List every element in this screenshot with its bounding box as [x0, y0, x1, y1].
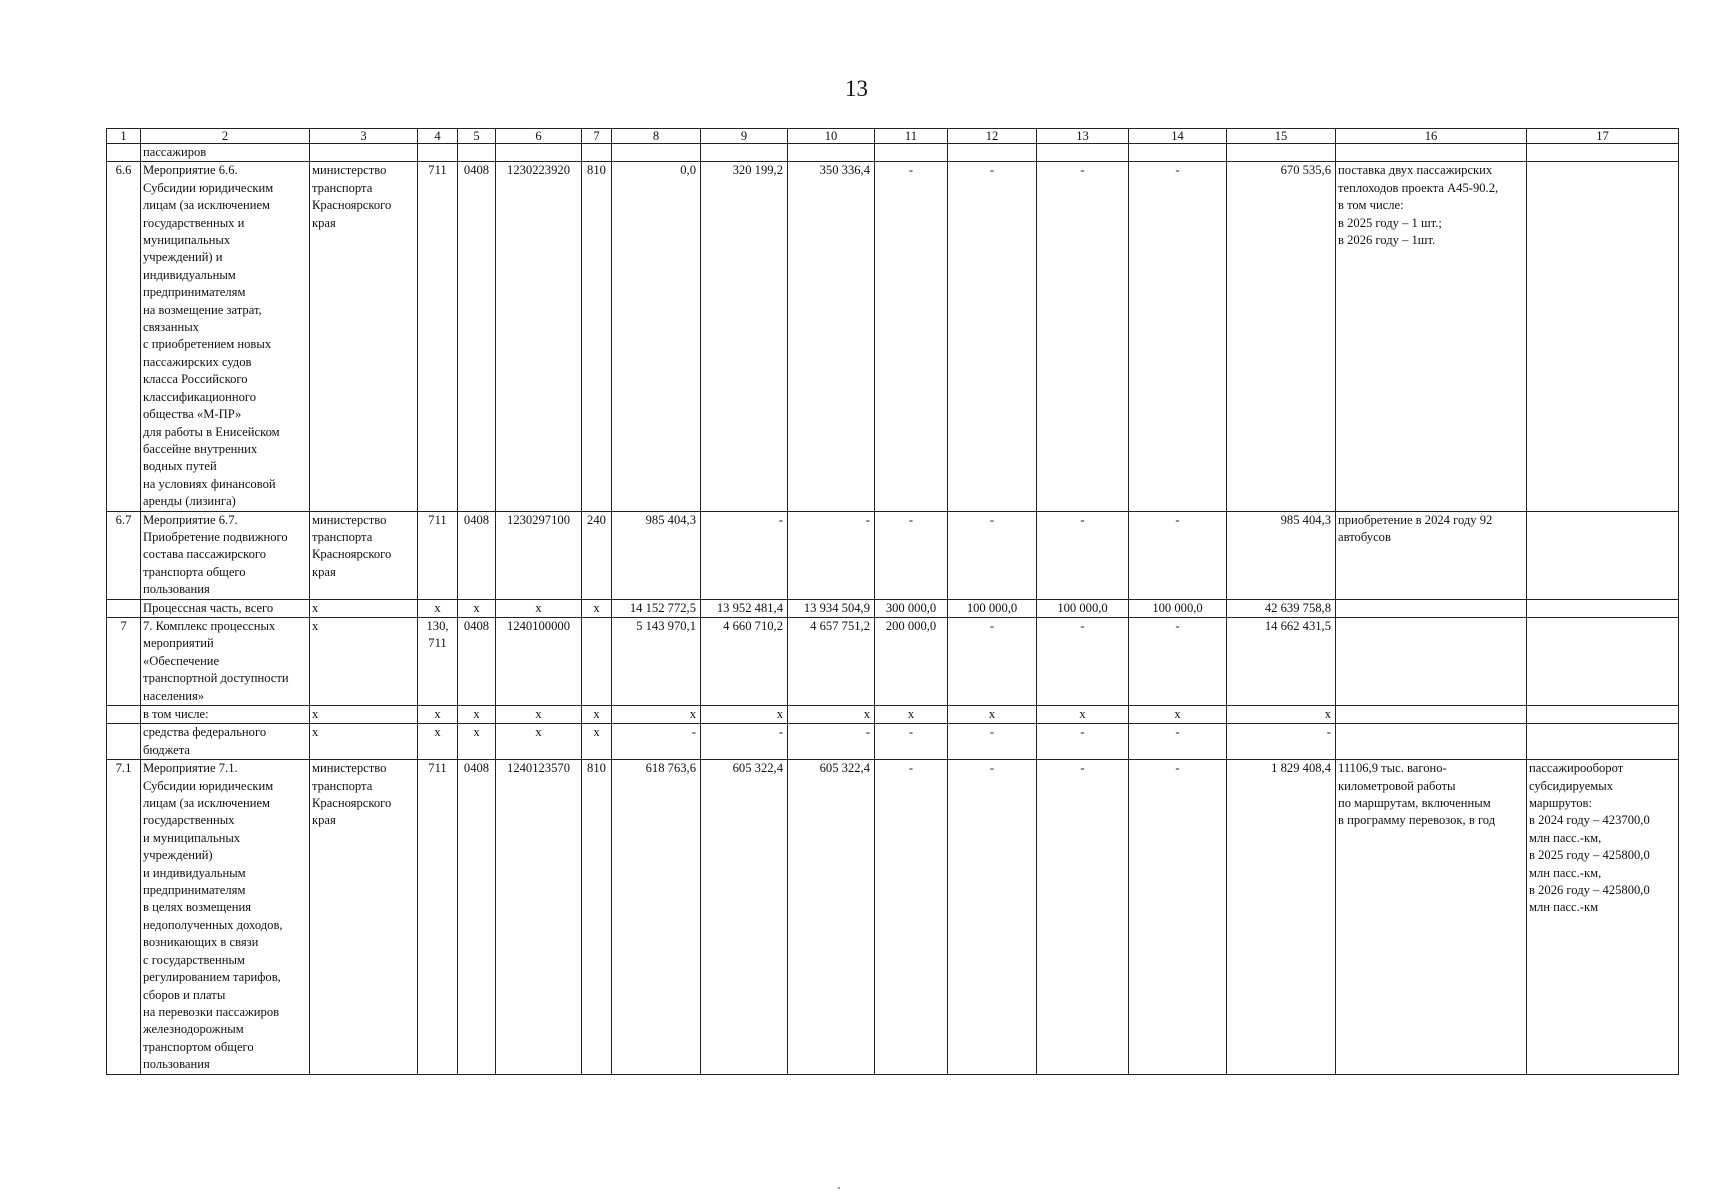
table-cell-col-16 — [1336, 724, 1527, 760]
table-cell-col-17 — [1527, 162, 1679, 511]
table-cell-col-8: 0,0 — [612, 162, 701, 511]
table-cell-col-5: х — [458, 599, 496, 617]
table-cell-col-11: х — [875, 706, 948, 724]
table-cell-col-5: х — [458, 724, 496, 760]
table-cell-col-9: 320 199,2 — [701, 162, 788, 511]
table-cell-col-6: 1230223920 — [496, 162, 582, 511]
table-cell-col-13: - — [1037, 760, 1129, 1074]
table-cell-col-17: пассажирооборот субсидируемых маршрутов: в 2024 году – 423700,0 млн пасс.-км, в 2025 году – 425800,0 млн пасс.-км, в 2026 году – 425800,0 млн пасс.-км — [1527, 760, 1679, 1074]
scan-speck — [838, 1187, 840, 1189]
table-cell-col-8: 985 404,3 — [612, 511, 701, 599]
table-cell-col-14: х — [1129, 706, 1227, 724]
table-cell-col-14 — [1129, 144, 1227, 162]
table-cell-col-6: х — [496, 599, 582, 617]
table-cell-col-13: - — [1037, 724, 1129, 760]
table-cell-col-5: 0408 — [458, 617, 496, 705]
header-cell-13: 13 — [1037, 129, 1129, 144]
table-cell-col-2: Мероприятие 6.6. Субсидии юридическим лицам (за исключением государственных и муниципальных учреждений) и индивидуальным предпринимателям на возмещение затрат, связанных с приобретением новых пассажирских судов класса Российского классификационного общества «М-ПР» для работы в Енисейском бассейне внутренних водных путей на условиях финансовой аренды (лизинга) — [141, 162, 310, 511]
header-cell-4: 4 — [418, 129, 458, 144]
table-cell-col-13: 100 000,0 — [1037, 599, 1129, 617]
table-cell-col-10: х — [788, 706, 875, 724]
table-cell-col-6 — [496, 144, 582, 162]
table-cell-col-5: 0408 — [458, 760, 496, 1074]
table-header — [107, 129, 1679, 144]
table-cell-col-6: х — [496, 724, 582, 760]
table-cell-col-4: 711 — [418, 511, 458, 599]
header-cell-9: 9 — [701, 129, 788, 144]
table-row — [107, 599, 1679, 617]
table-cell-col-5: 0408 — [458, 511, 496, 599]
table-cell-col-14: - — [1129, 511, 1227, 599]
table-cell-col-8: 14 152 772,5 — [612, 599, 701, 617]
table-cell-col-10: - — [788, 511, 875, 599]
table-cell-col-2: пассажиров — [141, 144, 310, 162]
table-cell-col-7 — [582, 144, 612, 162]
table-cell-col-5: х — [458, 706, 496, 724]
table-cell-col-10: - — [788, 724, 875, 760]
table-cell-col-4: 130, 711 — [418, 617, 458, 705]
table-row — [107, 724, 1679, 760]
header-cell-7: 7 — [582, 129, 612, 144]
table-cell-col-15: 985 404,3 — [1227, 511, 1336, 599]
table-cell-col-1: 7.1 — [107, 760, 141, 1074]
table-cell-col-9: х — [701, 706, 788, 724]
table-cell-col-2: 7. Комплекс процессных мероприятий «Обеспечение транспортной доступности населения» — [141, 617, 310, 705]
table-cell-col-15: - — [1227, 724, 1336, 760]
table-cell-col-4 — [418, 144, 458, 162]
table-cell-col-4: х — [418, 599, 458, 617]
table-cell-col-12: - — [948, 511, 1037, 599]
table-cell-col-12: - — [948, 724, 1037, 760]
table-cell-col-17 — [1527, 724, 1679, 760]
table-cell-col-4: х — [418, 706, 458, 724]
table-cell-col-16 — [1336, 706, 1527, 724]
table-cell-col-17 — [1527, 511, 1679, 599]
header-cell-14: 14 — [1129, 129, 1227, 144]
table-cell-col-8: - — [612, 724, 701, 760]
table-cell-col-3: министерство транспорта Красноярского края — [310, 511, 418, 599]
header-cell-5: 5 — [458, 129, 496, 144]
table-row — [107, 617, 1679, 705]
table-cell-col-7 — [582, 617, 612, 705]
table-cell-col-7: х — [582, 599, 612, 617]
table-cell-col-6: х — [496, 706, 582, 724]
table-cell-col-5 — [458, 144, 496, 162]
table-cell-col-15: 42 639 758,8 — [1227, 599, 1336, 617]
header-cell-11: 11 — [875, 129, 948, 144]
table-cell-col-1: 6.6 — [107, 162, 141, 511]
table-cell-col-8: 5 143 970,1 — [612, 617, 701, 705]
table-cell-col-13: - — [1037, 511, 1129, 599]
table-cell-col-2: Процессная часть, всего — [141, 599, 310, 617]
table-cell-col-14: 100 000,0 — [1129, 599, 1227, 617]
table-cell-col-14: - — [1129, 724, 1227, 760]
table-cell-col-12: х — [948, 706, 1037, 724]
table-cell-col-16 — [1336, 599, 1527, 617]
table-cell-col-11: 200 000,0 — [875, 617, 948, 705]
table-cell-col-15: х — [1227, 706, 1336, 724]
table-cell-col-3: х — [310, 599, 418, 617]
table-cell-col-3: х — [310, 706, 418, 724]
table-cell-col-15: 14 662 431,5 — [1227, 617, 1336, 705]
table-cell-col-6: 1240123570 — [496, 760, 582, 1074]
table-cell-col-17 — [1527, 706, 1679, 724]
table-cell-col-8: 618 763,6 — [612, 760, 701, 1074]
table-cell-col-4: х — [418, 724, 458, 760]
table-cell-col-10: 4 657 751,2 — [788, 617, 875, 705]
table-cell-col-12: - — [948, 760, 1037, 1074]
table-cell-col-11: 300 000,0 — [875, 599, 948, 617]
table-cell-col-16: поставка двух пассажирских теплоходов проекта А45-90.2, в том числе: в 2025 году – 1 шт.; в 2026 году – 1шт. — [1336, 162, 1527, 511]
header-cell-10: 10 — [788, 129, 875, 144]
table-cell-col-12 — [948, 144, 1037, 162]
table-cell-col-15: 1 829 408,4 — [1227, 760, 1336, 1074]
table-cell-col-11: - — [875, 760, 948, 1074]
table-cell-col-1: 6.7 — [107, 511, 141, 599]
table-cell-col-1 — [107, 706, 141, 724]
table-cell-col-13: - — [1037, 617, 1129, 705]
header-cell-15: 15 — [1227, 129, 1336, 144]
table-cell-col-3: х — [310, 617, 418, 705]
table-cell-col-1 — [107, 144, 141, 162]
table-cell-col-8 — [612, 144, 701, 162]
table-cell-col-16: 11106,9 тыс. вагоно- километровой работы по маршрутам, включенным в программу перевозок, в год — [1336, 760, 1527, 1074]
table-cell-col-9: - — [701, 724, 788, 760]
table-cell-col-12: 100 000,0 — [948, 599, 1037, 617]
table-cell-col-3: х — [310, 724, 418, 760]
table-cell-col-8: х — [612, 706, 701, 724]
table-cell-col-1: 7 — [107, 617, 141, 705]
table-cell-col-16 — [1336, 617, 1527, 705]
table-cell-col-7: 810 — [582, 162, 612, 511]
table-cell-col-6: 1240100000 — [496, 617, 582, 705]
table-cell-col-2: средства федерального бюджета — [141, 724, 310, 760]
table-cell-col-13 — [1037, 144, 1129, 162]
table-cell-col-17 — [1527, 617, 1679, 705]
table-row — [107, 162, 1679, 511]
table-cell-col-6: 1230297100 — [496, 511, 582, 599]
table-cell-col-9: - — [701, 511, 788, 599]
table-cell-col-3 — [310, 144, 418, 162]
header-cell-12: 12 — [948, 129, 1037, 144]
table-cell-col-11 — [875, 144, 948, 162]
table-row — [107, 144, 1679, 162]
table-cell-col-9: 4 660 710,2 — [701, 617, 788, 705]
table-cell-col-11: - — [875, 724, 948, 760]
header-cell-17: 17 — [1527, 129, 1679, 144]
table-cell-col-9 — [701, 144, 788, 162]
table-cell-col-11: - — [875, 162, 948, 511]
table-cell-col-7: 240 — [582, 511, 612, 599]
table-cell-col-2: Мероприятие 6.7. Приобретение подвижного состава пассажирского транспорта общего пользования — [141, 511, 310, 599]
table-cell-col-9: 605 322,4 — [701, 760, 788, 1074]
header-cell-2: 2 — [141, 129, 310, 144]
table-row — [107, 706, 1679, 724]
table-cell-col-3: министерство транспорта Красноярского края — [310, 760, 418, 1074]
table-cell-col-1 — [107, 724, 141, 760]
table-cell-col-10: 350 336,4 — [788, 162, 875, 511]
table-cell-col-14: - — [1129, 617, 1227, 705]
budget-table — [106, 128, 1679, 1075]
table-cell-col-7: х — [582, 724, 612, 760]
table-cell-col-12: - — [948, 162, 1037, 511]
table-cell-col-12: - — [948, 617, 1037, 705]
table-cell-col-17 — [1527, 144, 1679, 162]
header-cell-3: 3 — [310, 129, 418, 144]
table-body — [107, 144, 1679, 1075]
table-cell-col-3: министерство транспорта Красноярского края — [310, 162, 418, 511]
table-cell-col-4: 711 — [418, 760, 458, 1074]
table-cell-col-16: приобретение в 2024 году 92 автобусов — [1336, 511, 1527, 599]
table-cell-col-10: 13 934 504,9 — [788, 599, 875, 617]
table-cell-col-15 — [1227, 144, 1336, 162]
table-cell-col-13: - — [1037, 162, 1129, 511]
table-cell-col-10 — [788, 144, 875, 162]
table-cell-col-5: 0408 — [458, 162, 496, 511]
header-cell-1: 1 — [107, 129, 141, 144]
table-cell-col-11: - — [875, 511, 948, 599]
table-cell-col-4: 711 — [418, 162, 458, 511]
header-cell-8: 8 — [612, 129, 701, 144]
table-cell-col-13: х — [1037, 706, 1129, 724]
page-number: 13 — [845, 76, 868, 101]
table-row — [107, 511, 1679, 599]
table-cell-col-2: в том числе: — [141, 706, 310, 724]
table-cell-col-14: - — [1129, 162, 1227, 511]
table-cell-col-15: 670 535,6 — [1227, 162, 1336, 511]
header-cell-6: 6 — [496, 129, 582, 144]
table-cell-col-14: - — [1129, 760, 1227, 1074]
table-cell-col-1 — [107, 599, 141, 617]
table-cell-col-7: 810 — [582, 760, 612, 1074]
table-cell-col-9: 13 952 481,4 — [701, 599, 788, 617]
table-cell-col-16 — [1336, 144, 1527, 162]
table-cell-col-2: Мероприятие 7.1. Субсидии юридическим лицам (за исключением государственных и муниципальных учреждений) и индивидуальным предпринимателям в целях возмещения недополученных доходов, возникающих в связи с государственным регулированием тарифов, сборов и платы на перевозки пассажиров железнодорожным транспортом общего пользования — [141, 760, 310, 1074]
table-cell-col-17 — [1527, 599, 1679, 617]
table-cell-col-10: 605 322,4 — [788, 760, 875, 1074]
header-cell-16: 16 — [1336, 129, 1527, 144]
table-cell-col-7: х — [582, 706, 612, 724]
table-row — [107, 760, 1679, 1074]
